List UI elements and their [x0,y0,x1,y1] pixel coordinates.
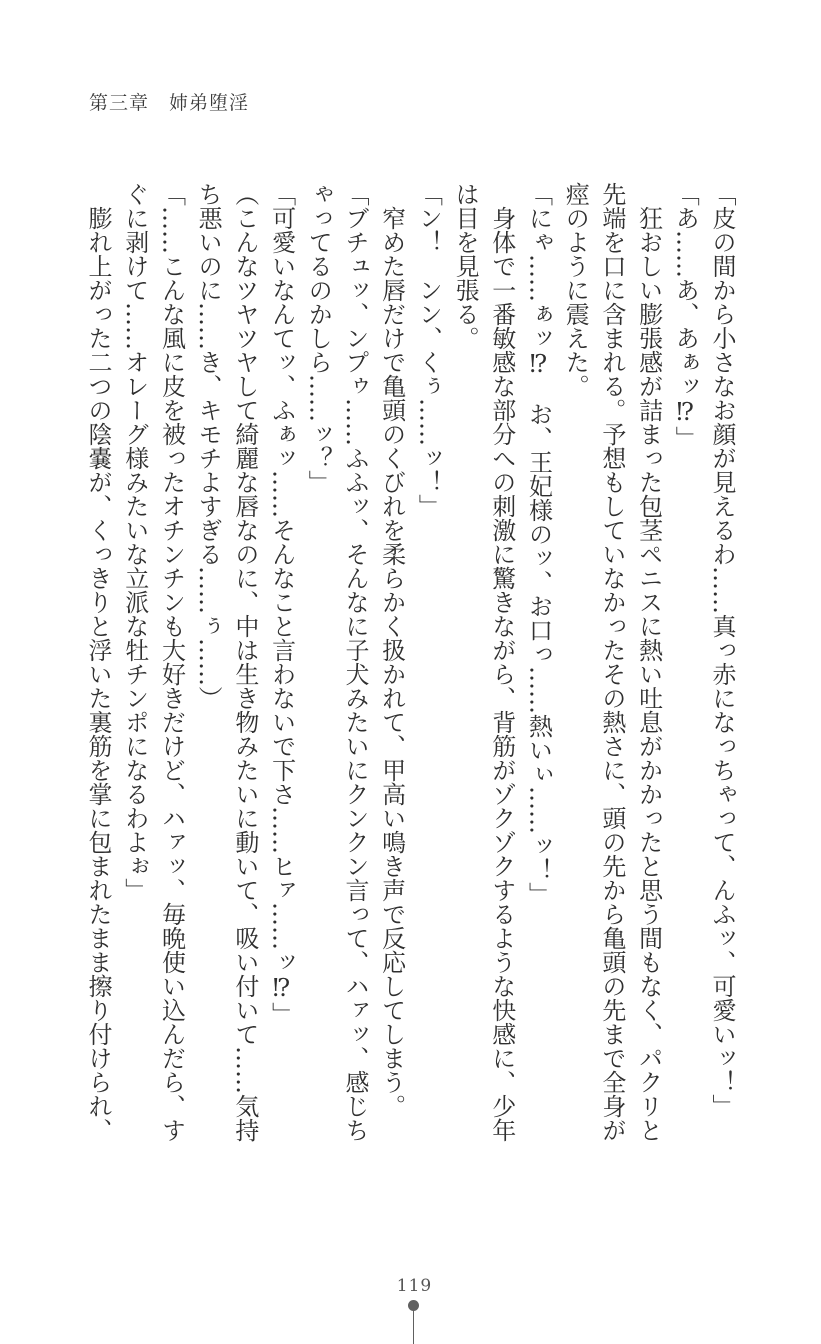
text-line: は目を見張る。 [451,182,480,350]
chapter-title: 第三章 姉弟堕淫 [89,92,250,114]
text-line: 「可愛いなんてッ、ふぁッ……そんなこと言わないで下さ……ヒァ……ッ⁉」 [267,182,296,1026]
text-line: 「あ……あ、あぁッ⁉」 [671,182,700,450]
vertical-text-body [60,182,740,1142]
text-line: 痙のように震えた。 [561,182,590,398]
text-line: 身体で一番敏感な部分への刺激に驚きながら、背筋がゾクゾクするような快感に、少年 [487,182,516,1142]
text-line: 「……こんな風に皮を被ったオチンチンも大好きだけど、ハァッ、毎晩使い込んだら、す [157,182,186,1142]
text-line: ゃってるのかしら……ッ？」 [304,182,333,494]
text-line: 「ブチュッ、ンプゥ……ふふッ、そんなに子犬みたいにクンクン言って、ハァッ、感じち [340,182,369,1142]
text-line: （こんなツヤツヤして綺麗な唇なのに、中は生き物みたいに動いて、吸い付いて……気持 [230,182,259,1142]
text-line: 狂おしい膨張感が詰まった包茎ペニスに熱い吐息がかかったと思う間もなく、パクリと [634,182,663,1142]
text-line: 窄めた唇だけで亀頭のくびれを柔らかく扱かれて、甲高い鳴き声で反応してしまう。 [377,182,406,1118]
text-line: 「皮の間から小さなお顔が見えるわ……真っ赤になっちゃって、んふッ、可愛いッ！」 [708,182,736,1118]
text-line: 「ン！ ンン、くぅ……ッ！」 [414,182,443,518]
page-number: 119 [396,1276,433,1296]
text-line: ち悪いのに……き、キモチよすぎる……ぅ……） [194,182,223,710]
text-line: 膨れ上がった二つの陰嚢が、くっきりと浮いた裏筋を掌に包まれたまま擦り付けられ、 [84,182,113,1142]
text-line: 「にゃ……ぁッ⁉ お、王妃様のッ、お口っ……熱いぃ……ッ！」 [524,182,553,906]
text-line: ぐに剥けて……オレーグ様みたいな立派な牡チンポになるわよぉ」 [120,182,149,902]
text-line: 先端を口に含まれる。予想もしていなかったその熱さに、頭の先から亀頭の先まで全身が [597,182,626,1142]
page-marker-line [413,1306,414,1344]
